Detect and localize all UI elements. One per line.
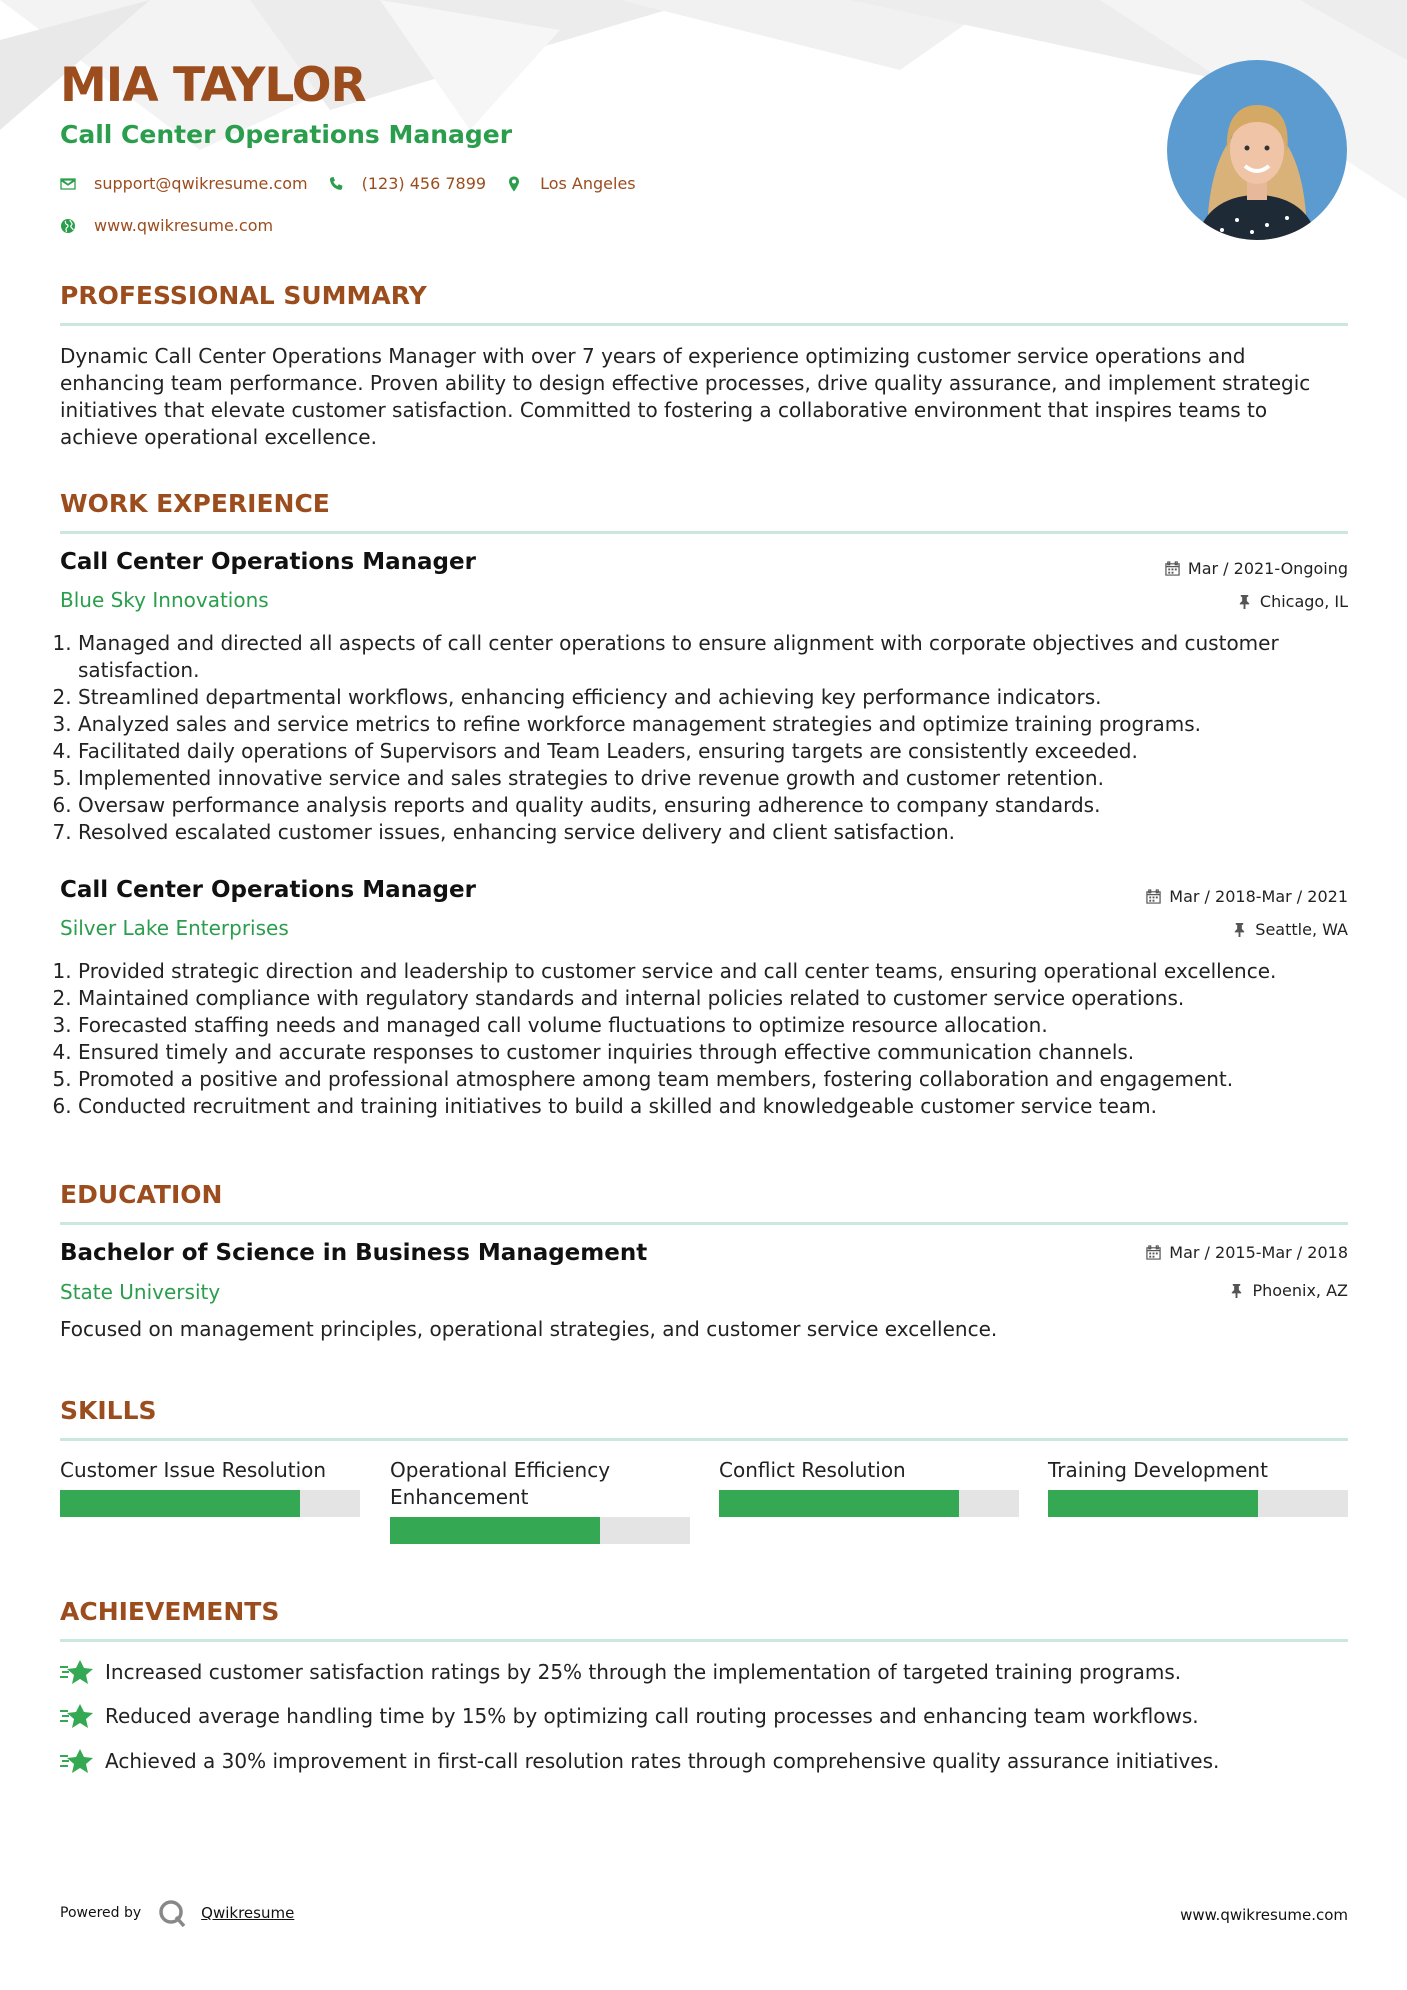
job-bullet-list <box>60 630 1366 846</box>
footer-website[interactable]: www.qwikresume.com <box>1180 1906 1348 1924</box>
job-company: Silver Lake Enterprises <box>60 916 289 940</box>
job-location <box>1232 920 1348 939</box>
education-dates <box>1146 1243 1348 1262</box>
profile-photo <box>1167 60 1347 240</box>
list-item: 5. Implemented innovative service and sales strategies to drive revenue growth and customer retention. <box>78 765 1366 792</box>
email-text: support@qwikresume.com <box>94 174 308 193</box>
envelope-icon <box>60 176 76 192</box>
education-location-text: Phoenix, AZ <box>1252 1281 1348 1300</box>
job-location <box>1237 592 1348 611</box>
school-name: State University <box>60 1280 221 1304</box>
map-pin-icon <box>506 176 522 192</box>
footer-powered-by <box>60 1898 294 1928</box>
achievement-item <box>60 1659 1181 1685</box>
job-dates <box>1165 559 1348 578</box>
skills-heading: SKILLS <box>60 1396 1348 1425</box>
degree-title: Bachelor of Science in Business Management <box>60 1240 648 1266</box>
job-title: Call Center Operations Manager <box>60 549 476 575</box>
list-item: 6. Oversaw performance analysis reports and quality audits, ensuring adherence to company standards. <box>78 792 1366 819</box>
job-bullet-list <box>60 958 1366 1120</box>
list-item: 3. Analyzed sales and service metrics to refine workforce management strategies and optimize training programs. <box>78 711 1366 738</box>
summary-text: Dynamic Call Center Operations Manager with over 7 years of experience optimizing customer service operations and enhancing team performance. Proven ability to design effective processes, drive quality assurance, and implement strategic initiatives that elevate customer satisfaction. Committed to fostering a collaborative environment that inspires teams to achieve operational excellence. <box>60 344 1311 449</box>
skill-bar-fill <box>719 1490 959 1517</box>
education-location <box>1229 1281 1348 1300</box>
contact-website[interactable] <box>60 216 273 235</box>
list-item: 5. Promoted a positive and professional atmosphere among team members, fostering collaboration and engagement. <box>78 1066 1366 1093</box>
list-item: 7. Resolved escalated customer issues, enhancing service delivery and client satisfaction. <box>78 819 1366 846</box>
brand-link[interactable]: Qwikresume <box>201 1904 295 1922</box>
achievement-text: Reduced average handling time by 15% by optimizing call routing processes and enhancing team workflows. <box>105 1704 1199 1728</box>
education-dates-text: Mar / 2015-Mar / 2018 <box>1169 1243 1348 1262</box>
skill-label: Conflict Resolution <box>719 1458 906 1482</box>
contact-email[interactable] <box>60 174 308 193</box>
star-badge-icon <box>60 1659 94 1685</box>
summary-heading: PROFESSIONAL SUMMARY <box>60 281 1348 310</box>
achievement-item <box>60 1703 1199 1729</box>
skill-bar <box>60 1490 360 1517</box>
candidate-title: Call Center Operations Manager <box>60 120 513 149</box>
pushpin-icon <box>1232 922 1247 937</box>
skill-label: Customer Issue Resolution <box>60 1458 327 1482</box>
pushpin-icon <box>1229 1283 1244 1298</box>
skill-item <box>719 1457 1019 1517</box>
phone-icon <box>328 176 344 192</box>
job-dates-text: Mar / 2021-Ongoing <box>1187 559 1348 578</box>
skill-bar-fill <box>1048 1490 1258 1517</box>
list-item: 4. Ensured timely and accurate responses to customer inquiries through effective communication channels. <box>78 1039 1366 1066</box>
powered-by-label: Powered by <box>60 1905 142 1921</box>
phone-text: (123) 456 7899 <box>361 174 487 193</box>
list-item: 3. Forecasted staffing needs and managed call volume fluctuations to optimize resource allocation. <box>78 1012 1366 1039</box>
list-item: 6. Conducted recruitment and training initiatives to build a skilled and knowledgeable customer service team. <box>78 1093 1366 1120</box>
job-location-text: Chicago, IL <box>1259 592 1348 611</box>
contact-phone[interactable] <box>328 174 486 193</box>
job-dates-text: Mar / 2018-Mar / 2021 <box>1169 887 1348 906</box>
experience-heading: WORK EXPERIENCE <box>60 489 1348 518</box>
skill-label: Operational Efficiency Enhancement <box>390 1458 611 1509</box>
job-location-text: Seattle, WA <box>1255 920 1348 939</box>
education-heading: EDUCATION <box>60 1180 1348 1209</box>
skill-bar-fill <box>60 1490 300 1517</box>
star-badge-icon <box>60 1703 94 1729</box>
website-text: www.qwikresume.com <box>94 216 274 235</box>
list-item: 1. Provided strategic direction and leadership to customer service and call center teams, ensuring operational excellence. <box>78 958 1366 985</box>
list-item: 2. Maintained compliance with regulatory standards and internal policies related to customer service operations. <box>78 985 1366 1012</box>
list-item: 1. Managed and directed all aspects of call center operations to ensure alignment with corporate objectives and customer satisfaction. <box>78 630 1366 684</box>
calendar-icon <box>1165 561 1180 576</box>
skill-item <box>390 1457 690 1544</box>
achievement-text: Achieved a 30% improvement in first-call resolution rates through comprehensive quality assurance initiatives. <box>105 1749 1220 1773</box>
job-title: Call Center Operations Manager <box>60 877 476 903</box>
skill-item <box>1048 1457 1348 1517</box>
calendar-icon <box>1146 1245 1161 1260</box>
contact-location <box>506 174 636 193</box>
pushpin-icon <box>1237 594 1252 609</box>
job-dates <box>1146 887 1348 906</box>
globe-icon <box>60 218 76 234</box>
achievement-text: Increased customer satisfaction ratings by 25% through the implementation of targeted training programs. <box>105 1660 1182 1684</box>
skill-bar-fill <box>390 1517 600 1544</box>
star-badge-icon <box>60 1748 94 1774</box>
skill-item <box>60 1457 360 1517</box>
contact-row <box>60 174 656 193</box>
skill-bar <box>719 1490 1019 1517</box>
qwikresume-logo-icon <box>157 1898 187 1928</box>
candidate-name: MIA TAYLOR <box>60 58 366 113</box>
achievements-heading: ACHIEVEMENTS <box>60 1597 1348 1626</box>
job-company: Blue Sky Innovations <box>60 588 269 612</box>
skill-bar <box>1048 1490 1348 1517</box>
calendar-icon <box>1146 889 1161 904</box>
skill-label: Training Development <box>1048 1458 1268 1482</box>
skill-bar <box>390 1517 690 1544</box>
achievement-item <box>60 1748 1219 1774</box>
list-item: 4. Facilitated daily operations of Supervisors and Team Leaders, ensuring targets are consistently exceeded. <box>78 738 1366 765</box>
contact-row-website <box>60 216 293 235</box>
list-item: 2. Streamlined departmental workflows, enhancing efficiency and achieving key performance indicators. <box>78 684 1366 711</box>
location-text: Los Angeles <box>540 174 636 193</box>
education-description: Focused on management principles, operational strategies, and customer service excellence. <box>60 1317 998 1341</box>
